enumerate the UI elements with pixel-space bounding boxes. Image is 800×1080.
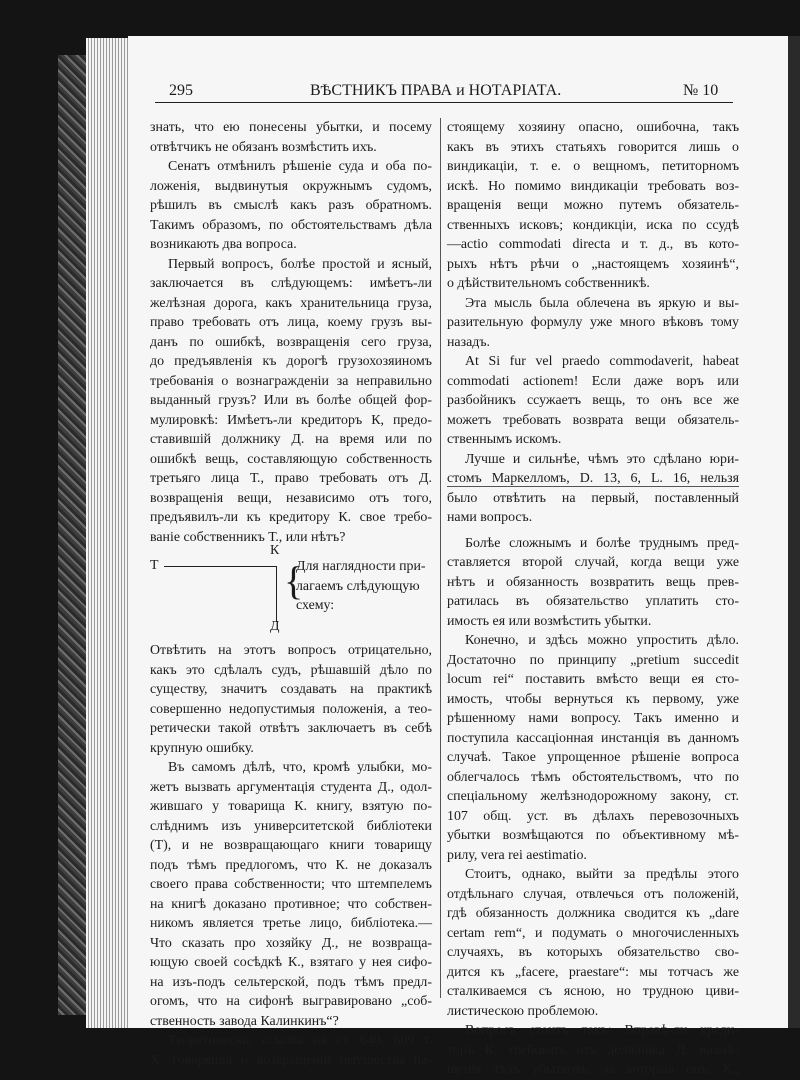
text-line: дится къ „facere, praestare“: мы тотчасъ же [447,964,739,980]
text-line: виндикаціи, т. е. о вещномъ, петиторномъ [447,159,739,174]
running-header [155,80,733,103]
tkd-diagram [150,543,432,635]
text-line: ратилась въ обязательство уплатить сто- [447,594,739,609]
text-line: жившаго у товарища К. книгу, взятую по- [150,799,432,814]
text-line: существу, значитъ создавать на практикѣ [150,682,432,697]
issue-number: № 10 [683,82,719,99]
text-line: облегчалось тѣмъ обстоятельствомъ, что по [447,769,739,785]
text-line: можетъ требовать возврата вещи обязатель- [447,412,739,428]
diagram-line-k-d [276,566,277,622]
text-line: Такимъ образомъ, по обстоятельствамъ дѣла [150,217,432,233]
text-line: имость, чтобы вернуться къ первому, уже [447,691,739,707]
diagram-label-t: Т [150,558,159,573]
text-line: Стоитъ, однако, выйти за предѣлы этого [465,867,739,882]
text-line: нѣтъ и обязанность возвратить вещь прев- [447,574,739,590]
text-line: Болѣе сложнымъ и болѣе труднымъ пред- [465,535,739,551]
diagram-line-t-k [164,566,276,567]
diagram-note-line: схему: [296,598,335,613]
text-line: искѣ. Но помимо виндикаціи требовать воз- [447,178,739,194]
column-divider [440,118,441,998]
text-line: (Т), и не возвращающаго книги товарищу [150,838,432,853]
text-line: слѣднимъ изъ университетской библіотеки [150,818,432,834]
text-line: вращенія вещи можно путемъ обязатель- [447,198,739,213]
text-line: сталкиваемся съ ясною, но трудною циви- [447,984,739,999]
text-line: Достаточно по принципу „pretium succedit [447,652,739,668]
text-line: на книгѣ доказано противное; что собствен- [150,896,432,912]
text-line: разбойникъ ссужаетъ вещь, то онъ все же [447,393,739,408]
text-line: рѣшенному нами вопросу. Такъ именно и [447,711,739,726]
text-line: ственныхъ исковъ; кондикціи, иска по ссудѣ [447,217,739,233]
right-column [447,118,739,1080]
text-line: ваніе собственникъ Т., или нѣтъ? [150,529,346,545]
text-line: о дѣйствительномъ собственникѣ. [447,276,650,291]
text-line: выданный грузъ? Или въ болѣе общей фор- [150,393,432,408]
text-line: возвращенія вещи, независимо отъ того, [150,490,432,506]
page-edges [86,38,132,1028]
text-line: Сенатъ отмѣнилъ рѣшеніе суда и оба по- [168,159,432,174]
text-line: ющую своей сосѣдкѣ К., взятаго у нея сифо- [150,955,432,970]
text-line: X, говорящія о возвращеніи имущества на- [150,1052,432,1068]
book-binding [58,55,88,1015]
text-line: Что сказать про хозяйку Д., не возвраща- [150,935,432,951]
text-line: Въ самомъ дѣлѣ, что, кромѣ улыбки, мо- [168,760,432,775]
text-line: ственнымъ искомъ. [447,432,562,447]
text-line: какъ это сдѣлалъ судъ, рѣшавшій дѣло по [150,662,432,678]
page-number: 295 [169,82,193,99]
text-line: крупную ошибку. [150,740,254,756]
text-line: поступила кассаціонная инстанція въ данномъ [447,730,739,746]
text-line: случаяхъ, въ которыхъ обязательство сво- [447,945,739,960]
text-line: ретически такой отвѣтъ заключаетъ въ себѣ [150,721,432,736]
text-line: заключается въ слѣдующемъ: имѣетъ-ли [150,276,432,291]
text-line: требованія о вознагражденіи за неправильно [150,373,432,389]
text-line: щенія тѣхъ убытковъ, за которыя онъ, К., [447,1062,739,1077]
text-line: Отвѣтить на этотъ вопросъ отрицательно, [150,643,432,658]
text-line: мулировкѣ: Имѣетъ-ли кредиторъ К, предо- [150,412,432,428]
text-line: какъ въ этихъ статьяхъ говорится лишь о [447,139,739,155]
text-line: подъ тѣмъ предлогомъ, что К. не доказалъ [150,857,432,873]
text-line: отдѣльнаго случая, отвлечься отъ положеній, [447,886,739,902]
text-line: желѣзная дорога, какъ хранительница груза, [150,295,432,311]
left-column [150,118,432,1070]
text-line: Лучше и сильнѣе, чѣмъ это сдѣлано юри- [465,451,739,467]
text-line: предъявилъ-ли къ кредитору К. свое требо- [150,510,432,525]
text-line: было отвѣтить на первый, поставленный [447,490,739,506]
text-line: нами вопросъ. [447,510,533,525]
text-line: стомъ Маркелломъ, D. 13, 6, L. 16, нельзя [447,471,739,486]
text-line: до предъявленія къ дорогѣ грузохозяиномъ [150,354,432,369]
journal-title: ВѢСТНИКЪ ПРАВА и НОТАРІАТА. [310,82,562,99]
text-line: третьяго лица Т., право требовать отъ Д. [150,471,432,486]
diagram-note-line: лагаемъ слѣдующую [296,578,420,594]
text-line: locum rei“ поставить вмѣсто вещи ея сто- [447,672,739,687]
text-line: ложенія, выдвинутыя окружнымъ судомъ, [150,178,432,194]
text-line: торъ К. требовать отъ должника Д. возмѣ- [447,1042,739,1058]
text-line: право требовать отъ лица, коему грузъ вы- [150,315,432,330]
text-line: своего права собственности; что штемпелемъ [150,877,432,892]
text-line: Вопросъ стоитъ такъ: Вправѣ-ли креди- [465,1023,739,1038]
text-line: данъ по ошибкѣ, возвращенія сего груза, [150,334,432,350]
text-line: рыхъ нѣтъ рѣчи о „настоящемъ хозяинѣ“, [447,256,739,272]
text-line: огомъ, что на сифонѣ выгравировано „соб- [150,994,432,1009]
text-line: —actio commodati directa и т. д., въ кото- [447,237,739,252]
diagram-label-d: Д [270,619,280,634]
text-line: никомъ является третье лицо, библіотека.— [150,916,432,931]
text-line: Первый вопросъ, болѣе простой и ясный, [168,256,432,272]
text-line: стоящему хозяину опасно, ошибочна, такъ [447,120,739,135]
text-line: ственность завода Калинкинъ“? [150,1013,339,1029]
text-line: гдѣ обязанность должника сводится къ „dare [447,906,739,921]
text-line: знать, что ею понесены убытки, и посему [150,120,432,135]
text-line: ставившій должнику Д. на время или по [150,432,432,447]
diagram-note [296,557,426,616]
text-line: At Si fur vel praedo commodaverit, habeat [465,354,739,369]
text-line: убытки возмѣщаются по объективному мѣ- [447,828,739,843]
text-line: ставляется второй случай, когда вещи уже [447,555,739,570]
text-line: на изъ-подъ сельтерской, подъ тѣмъ предл- [150,974,432,990]
text-line: совершенно недопустимыя положенія, а тео- [150,701,432,717]
text-line: возникають два вопроса. [150,237,297,252]
diagram-label-k: К [270,543,280,558]
text-line: отвѣтчикъ не обязанъ возмѣстить ихъ. [150,139,377,155]
text-line: спеціальному желѣзнодорожному закону, ст. [447,789,739,804]
text-line: commodati actionem! Если даже воръ или [447,373,739,389]
text-line: назадъ. [447,334,490,350]
text-line: ошибкѣ вещь, составляющую собственность [150,451,432,467]
text-line: рилу, vera rei aestimatio. [447,847,587,863]
text-line: случаѣ. Такое упрощенное рѣшеніе вопроса [447,750,739,765]
brace-icon: { [284,558,304,603]
text-line: рѣшилъ въ смыслѣ какъ разъ обратномъ. [150,198,432,213]
page-right-shadow [788,36,800,1028]
text-line: 107 общ. уст. въ дѣлахъ перевозочныхъ [447,808,739,824]
text-line: жетъ вызвать аргументація студента Д., одол- [150,779,432,795]
text-line: имость ея или возмѣстить убытки. [447,613,652,629]
text-line: certam rem“, и подумать о многочисленныхъ [447,925,739,941]
text-line: Теоретически, ссылка на ст. 640, 609 т. [168,1033,432,1048]
text-line: Эта мысль была облечена въ яркую и вы- [465,295,739,311]
text-line: Конечно, и здѣсь можно упростить дѣло. [465,633,739,648]
diagram-note-line: Для наглядности при- [296,559,426,574]
text-line: разительную формулу уже много вѣковъ тому [447,315,739,330]
text-line: листическою проблемою. [447,1003,599,1019]
